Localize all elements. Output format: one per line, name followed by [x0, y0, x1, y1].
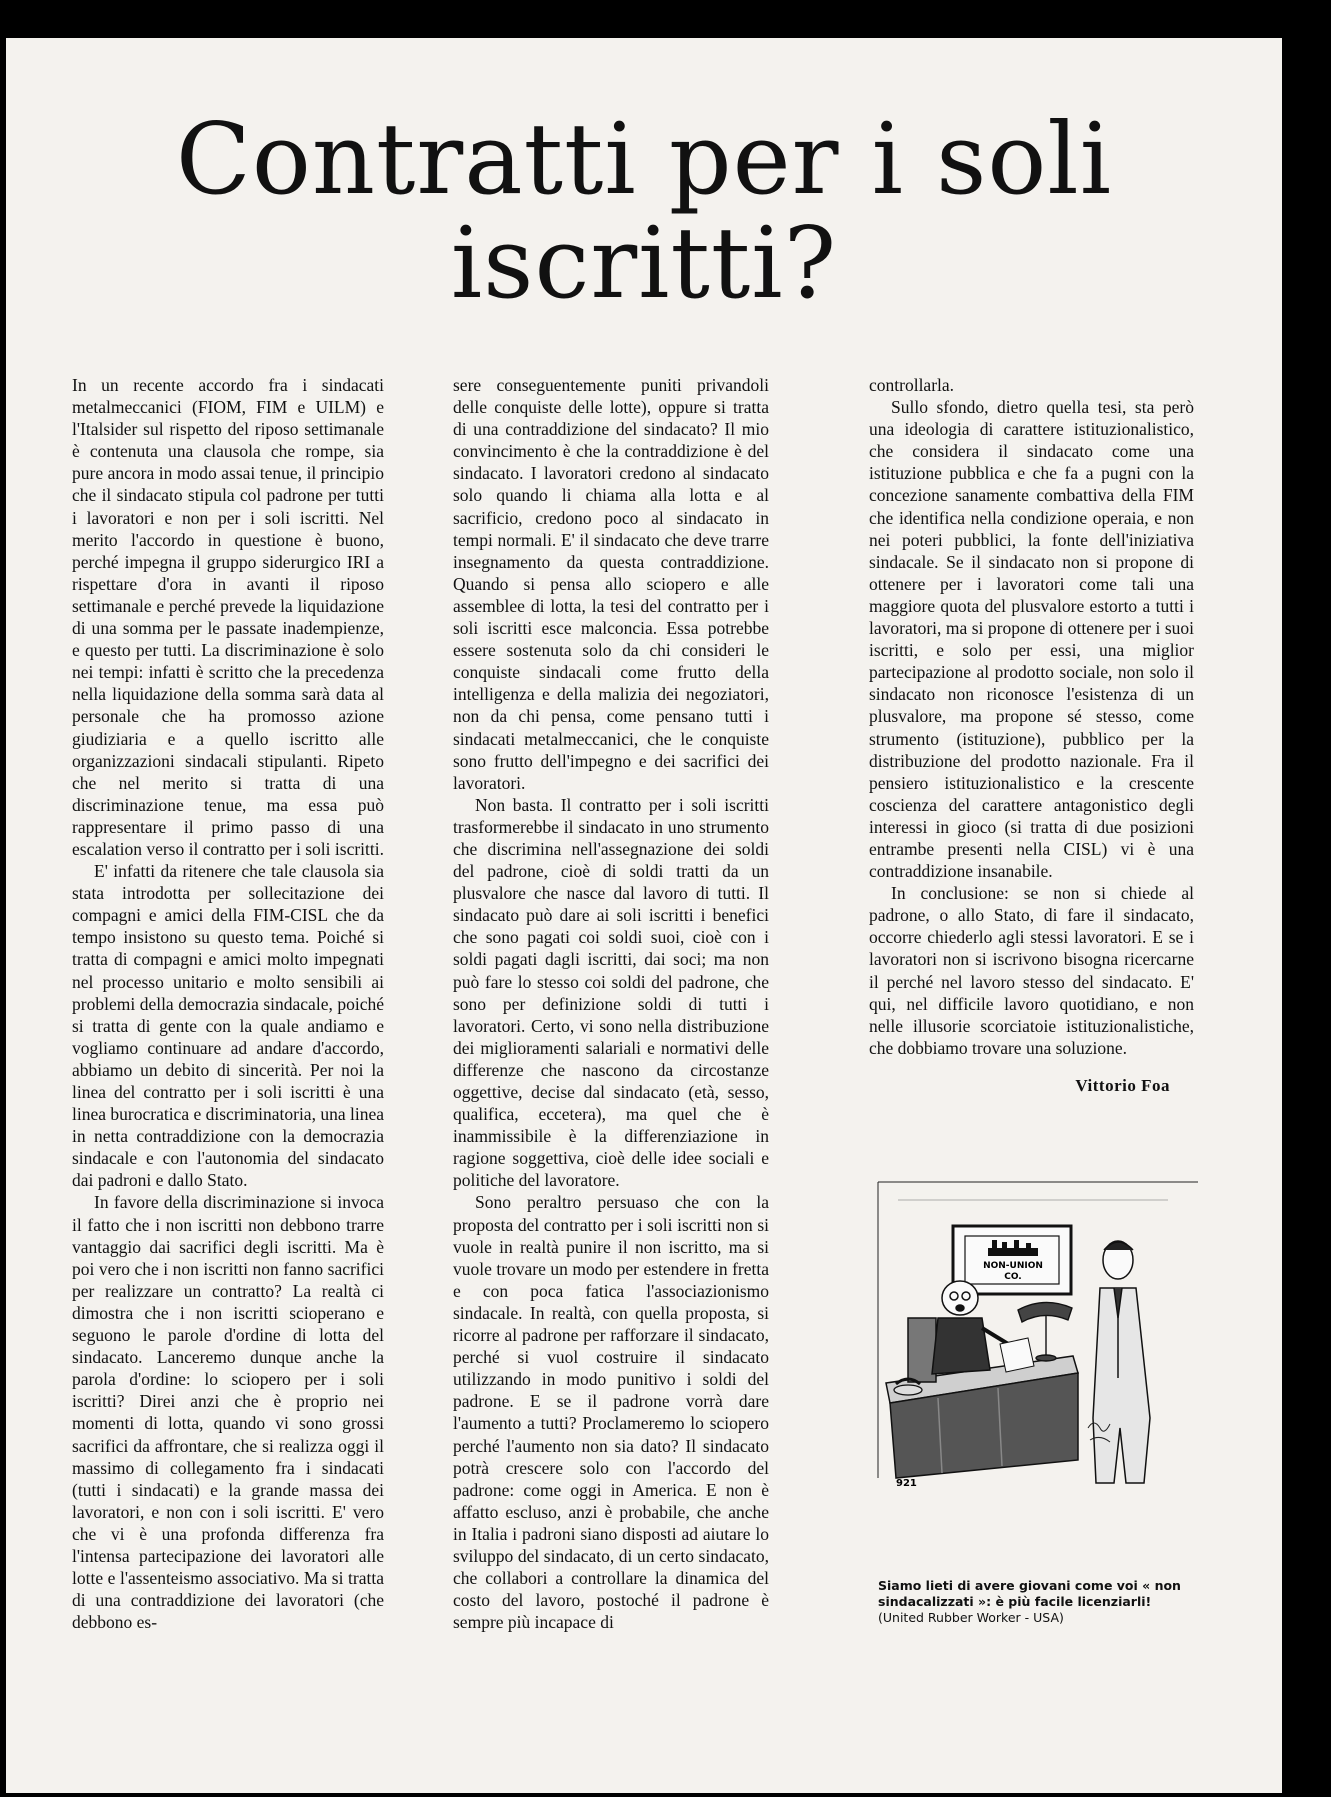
cartoon-number: 921	[896, 1478, 917, 1489]
paragraph: In favore della discriminazione si invoca il fatto che i non iscritti non debbono trarre vantaggio dai sacrifici degli iscritti. Ma è poi vero che i non iscritti non fanno sacrifici per realizzare un contratto? La realtà ci dimostra che i non iscritti scioperano e seguono le parole d'ordine di lotta del sindacato. Lanceremo dunque anche la parola d'ordine: lo sciopero per i soli iscritti? Direi anzi che è proprio nei momenti di lotta, quando vi sono grossi sacrifici da affrontare, che si realizza oggi il massimo di collegamento fra i sindacati (tutti i sindacati) e la grande massa dei lavoratori, e non con i soli iscritti. E' vero che vi è una profonda differenza fra l'intensa partecipazione dei lavoratori alle lotte e l'assenteismo associativo. Ma si tratta di una contraddizione dei lavoratori (che debbono es-	[72, 1192, 384, 1633]
sign-text-line1: NON-UNION	[983, 1261, 1043, 1271]
paragraph: Sono peraltro persuaso che con la proposta del contratto per i soli iscritti non si vuole in realtà punire il non iscritto, ma si vuole trovare un modo per estendere in fretta e con poca fatica l'associazionismo sindacale. In realtà, con quella proposta, si ricorre al padrone per rafforzare il sindacato, perché si vuol costruire il sindacato utilizzando in modo punitivo i soldi del padrone. E se il padrone vorrà dare l'aumento a tutti? Proclameremo lo sciopero perché l'aumento non sia dato? Il sindacato potrà crescere solo con l'accordo del padrone: come oggi in America. E non è affatto escluso, anzi è probabile, che anche in Italia i padroni siano disposti ad aiutare lo sviluppo del sindacato, di un certo sindacato, che collabori a controllare la dinamica del costo del lavoro, postoché il padrone è sempre più incapace di	[453, 1192, 769, 1633]
paragraph: controllarla.	[869, 375, 955, 395]
article-title	[6, 103, 1282, 321]
cartoon-illustration	[868, 1178, 1198, 1490]
paragraph: E' infatti da ritenere che tale clausola sia stata introdotta per sollecitazione dei compagni e amici della FIM-CISL che da tempo insistono su questo tema. Poiché si tratta di compagni e amici molto impegnati nel processo unitario e molto sensibili ai problemi della democrazia sindacale, poiché si tratta di gente con la quale andiamo e vogliamo continuare ad andare d'accordo, abbiamo un debito di sincerità. Per noi la linea del contratto per i soli iscritti è una linea burocratica e discriminatoria, una linea in netta contraddizione con la democrazia sindacale e con l'autonomia del sindacato dai padroni e dallo Stato.	[72, 861, 384, 1191]
caption-source: (United Rubber Worker - USA)	[878, 1610, 1064, 1625]
page-edge-shadow	[1282, 38, 1331, 1797]
paper	[1000, 1338, 1034, 1372]
magazine-page	[6, 38, 1282, 1793]
sign-text-line2: CO.	[1004, 1272, 1022, 1282]
paragraph: Non basta. Il contratto per i soli iscritti trasformerebbe il sindacato in uno strumento che discrimina nell'assegnazione dei soldi del padrone, cioè di soldi tratti da un plusvalore che nasce dal lavoro di tutti. Il sindacato può dare ai soli iscritti i benefici che sono pagati coi soldi suoi, cioè con i soldi pagati dagli iscritti, dai soci; ma non può fare lo stesso coi soldi del padrone, che sono per definizione soldi di tutti i lavoratori. Certo, vi sono nella distribuzione dei miglioramenti salariali e normativi delle differenze che nascono da circostanze oggettive, decise dal sindacato (età, sesso, qualifica, eccetera), ma quel che è inammissibile è la differenziazione in ragione soggettiva, cioè delle idee sociali e politiche del lavoratore.	[453, 794, 769, 1191]
paragraph: In conclusione: se non si chiede al padrone, o allo Stato, di fare il sindacato, occorre chiederlo agli stessi lavoratori. E se i lavoratori non si iscrivono bisogna ricercarne il perché nel lavoro stesso del sindacato. E' qui, nel difficile lavoro quotidiano, e non nelle illusorie scorciatoie istituzionalistiche, che dobbiamo trovare una soluzione.	[869, 883, 1194, 1058]
title-line-1: Contratti per i soli	[175, 103, 1113, 217]
column-3	[869, 374, 1194, 1097]
cartoon-caption	[878, 1578, 1208, 1626]
title-line-2: iscritti?	[450, 207, 838, 321]
column-1	[72, 374, 384, 1633]
caption-text: Siamo lieti di avere giovani come voi « non sindacalizzati »: è più facile licenziarli!	[878, 1578, 1181, 1609]
paragraph: Sullo sfondo, dietro quella tesi, sta però una ideologia di carattere istituzionalistico, che considera il sindacato come una istituzione pubblica e che fa a pugni con la concezione sanamente combattiva della FIM che identifica nella condizione operaia, e non nei poteri pubblici, la fonte dell'iniziativa sindacale. Se il sindacato non si propone di ottenere per i lavoratori come tali una maggiore quota del plusvalore estorto a tutti i lavoratori, ma si propone di ottenere per i suoi iscritti, e solo per essi, una miglior partecipazione al prodotto sociale, non solo il sindacato non riconosce l'esistenza di un plusvalore, ma propone sé stesso, come strumento (istituzione), pubblico per la distribuzione del prodotto nazionale. Fra il pensiero istituzionalistico e la crescente coscienza del carattere antagonistico degli interessi in gioco (si tratta di due posizioni entrambe presenti nella CISL) vi è una contraddizione insanabile.	[869, 397, 1194, 882]
paragraph: sere conseguentemente puniti privandoli delle conquiste delle lotte), oppure si tratta di una contraddizione del sindacato? Il mio convincimento è che la contraddizione è del sindacato. I lavoratori credono al sindacato solo quando li chiama alla lotta e al sacrificio, credono poco al sindacato in tempi normali. E' il sindacato che deve trarre insegnamento da questa contraddizione. Quando si pensa allo sciopero e alle assemblee di lotta, la tesi del contratto per i soli iscritti esce malconcia. Essa potrebbe essere sostenuta solo da chi consideri le conquiste sindacali come frutto della intelligenza e della malizia dei negoziatori, non da chi pensa, come pensano tutti i sindacati metalmeccanici, che le conquiste sono frutto dell'impegno e dei sacrifici dei lavoratori.	[453, 375, 769, 793]
paragraph: In un recente accordo fra i sindacati metalmeccanici (FIOM, FIM e UILM) e l'Italsider sul rispetto del riposo settimanale è contenuta una clausola che rompe, sia pure ancora in modo assai tenue, il principio che il sindacato stipula col padrone per tutti i lavoratori e non per i soli iscritti. Nel merito l'accordo in questione è buono, perché impegna il gruppo siderurgico IRI a rispettare d'ora in avanti il riposo settimanale e perché prevede la liquidazione di una somma per le passate inadempienze, e questo per tutti. La discriminazione è solo nei tempi: infatti è scritto che la precedenza nella liquidazione della somma sarà data al personale che ha promosso azione giudiziaria e a quello iscritto alle organizzazioni sindacali stipulanti. Ripeto che nel merito si tratta di una discriminazione tenue, ma essa può rappresentare il primo passo di una escalation verso il contratto per i soli iscritti.	[72, 375, 385, 859]
column-2	[453, 374, 769, 1633]
author-signature: Vittorio Foa	[1075, 1075, 1170, 1095]
young-man-figure	[1093, 1241, 1150, 1483]
